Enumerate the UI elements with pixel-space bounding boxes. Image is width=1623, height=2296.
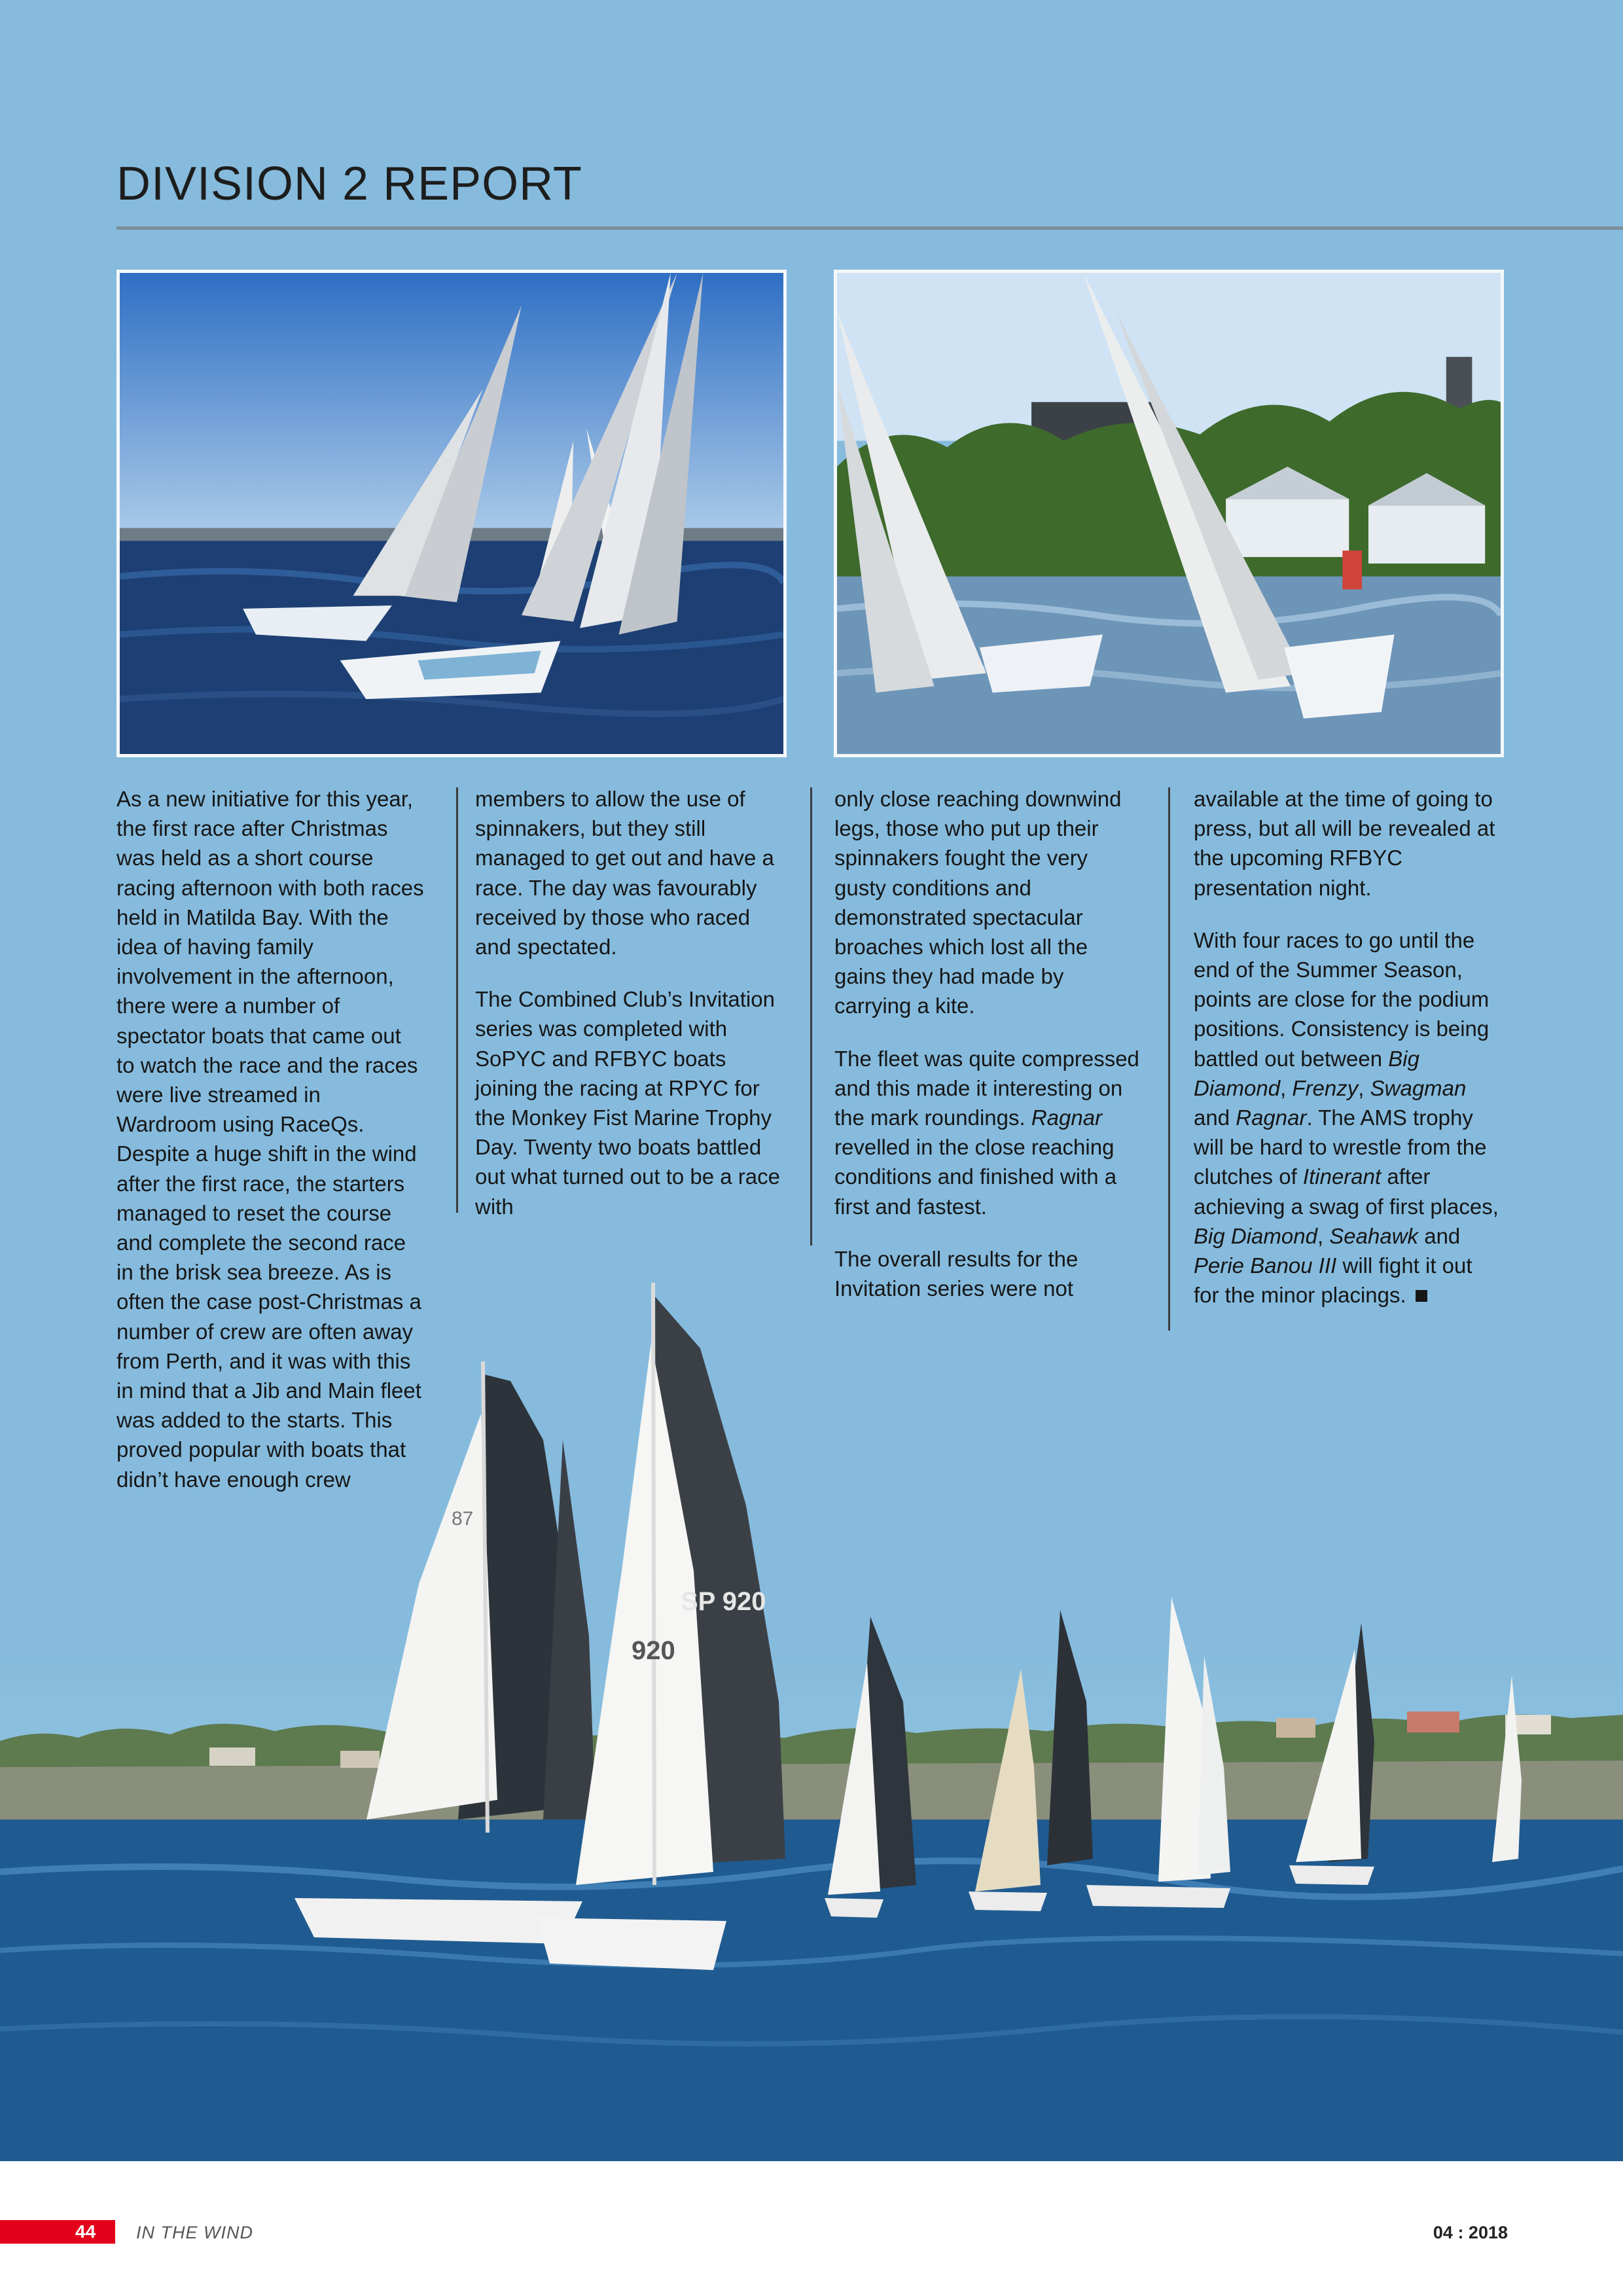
article-paragraph: As a new initiative for this year, the first race after Christmas was held as a short course racing afternoon with both races held in Matilda Bay. With the idea of having family involvement in the afternoon, there were a number of spectator boats that came out to watch the race and the races were live streamed in Wardroom using RaceQs. Despite a huge shift in the wind after the first race, the starters managed to reset the course and complete the second race in the brisk sea breeze. As is often the case post-Christmas a number of crew are often away from Perth, and it was with this in mind that a Jib and Main fleet was added to the starts. This proved popular with boats that didn’t have enough crew: [116, 787, 424, 1492]
article-paragraph: members to allow the use of spinnakers, but they still managed to get out and have a race. The day was favourably received by those who raced and spectated.: [475, 787, 774, 960]
column-divider: [456, 787, 458, 1213]
article-column-2: [475, 784, 783, 1244]
article-column-4: [1194, 784, 1501, 1333]
boat-name: Ragnar: [1031, 1105, 1103, 1130]
article-paragraph: The Combined Club’s Invitation series was completed with SoPYC and RFBYC boats joining the racing at RPYC for the Monkey Fist Marine Trophy Day. Twenty two boats battled out what turned out to be a race with: [475, 987, 780, 1219]
article-paragraph: The fleet was quite compressed and this made it interesting on the mark roundings. Ragnar revelled in the close reaching conditions and finished with a first and fastest.: [834, 1046, 1139, 1219]
article-column-1: [116, 784, 424, 1517]
article-paragraph: The overall results for the Invitation series were not: [834, 1246, 1079, 1301]
title-underline: [116, 226, 1623, 230]
boat-name: Itinerant: [1302, 1164, 1382, 1189]
page-title: DIVISION 2 REPORT: [116, 158, 582, 210]
article-paragraph: only close reaching downwind legs, those who put up their spinnakers fought the very gusty conditions and demonstrated spectacular broaches which lost all the gains they had made by carrying a kite.: [834, 787, 1122, 1018]
boat-name: Ragnar: [1236, 1105, 1307, 1130]
column-divider: [810, 787, 812, 1246]
svg-text:SP 920: SP 920: [681, 1587, 766, 1616]
svg-text:920: 920: [632, 1636, 675, 1665]
boat-name: Big Diamond: [1194, 1046, 1419, 1100]
photo-yachts-open-water: [116, 270, 787, 757]
article-column-3: [834, 784, 1142, 1326]
svg-text:87: 87: [452, 1508, 474, 1530]
page-number: 44: [75, 2221, 96, 2242]
end-of-article-icon: [1416, 1290, 1427, 1302]
magazine-name: IN THE WIND: [136, 2223, 253, 2242]
photo-yachts-near-shore: [834, 270, 1504, 757]
boat-name: Swagman: [1370, 1075, 1467, 1100]
boat-name: Seahawk: [1329, 1223, 1419, 1248]
boat-name: Frenzy: [1292, 1075, 1359, 1100]
boat-name: Perie Banou III: [1194, 1253, 1337, 1278]
article-paragraph: With four races to go until the end of the Summer Season, points are close for the podium positions. Consistency is being battled out between Big Diamond, Frenzy, Swagman and Ragnar. The AMS trophy will be hard to wrestle from the clutches of Itinerant after achieving a swag of first places, Big Diamond, Seahawk and Perie Banou III will fight it out for the minor placings.: [1194, 927, 1499, 1308]
article-paragraph: available at the time of going to press, but all will be revealed at the upcoming RFBYC presentation night.: [1194, 787, 1495, 900]
issue-number: 04 : 2018: [1433, 2223, 1508, 2242]
column-divider: [1168, 787, 1170, 1331]
boat-name: Big Diamond: [1194, 1223, 1317, 1248]
page-number-bar: [0, 2220, 115, 2244]
